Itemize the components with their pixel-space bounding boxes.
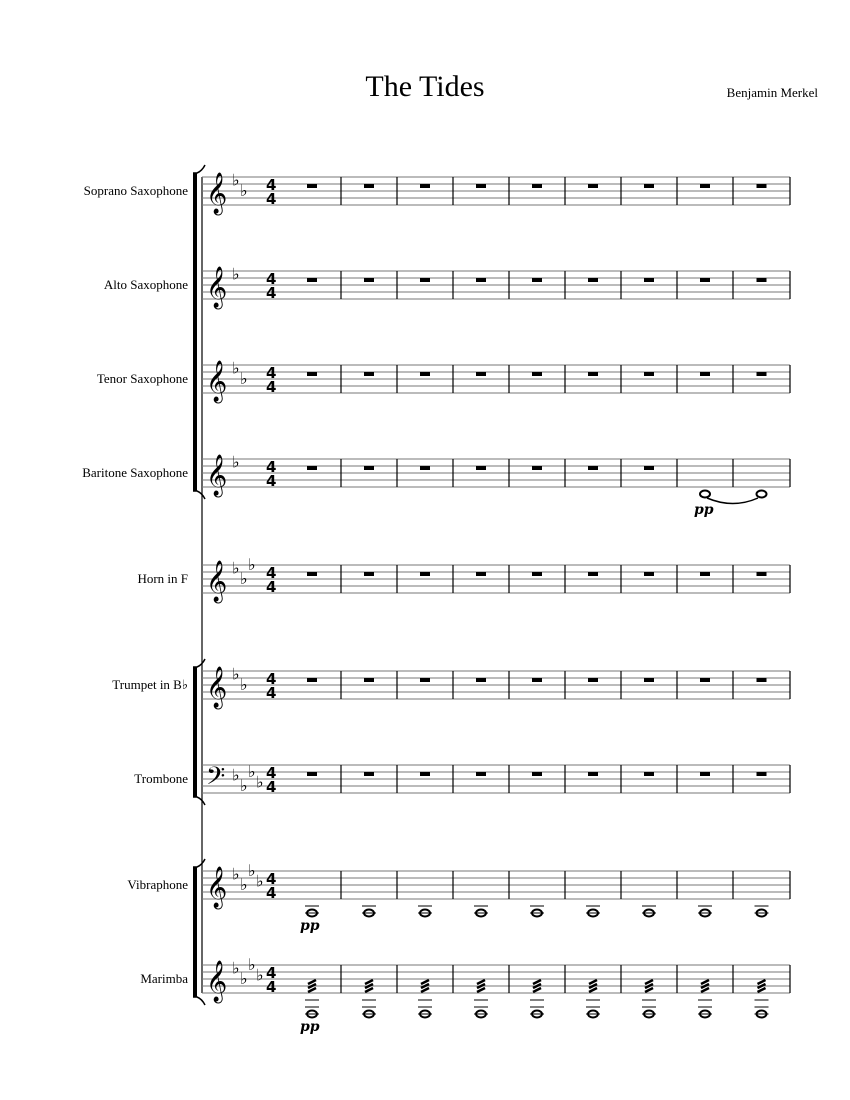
whole-rest-icon — [588, 678, 598, 682]
time-sig-numerator: 4 — [266, 764, 277, 782]
dynamic-pp: pp — [300, 918, 320, 934]
whole-rest-icon — [307, 466, 317, 470]
whole-rest-icon — [757, 278, 767, 282]
whole-rest-icon — [307, 678, 317, 682]
whole-rest-icon — [532, 772, 542, 776]
whole-rest-icon — [364, 372, 374, 376]
flat-icon: ♭ — [256, 772, 264, 792]
whole-rest-icon — [757, 372, 767, 376]
whole-rest-icon — [364, 466, 374, 470]
composer-name: Benjamin Merkel — [726, 85, 818, 100]
whole-rest-icon — [532, 372, 542, 376]
time-sig-numerator: 4 — [266, 670, 277, 688]
whole-rest-icon — [307, 572, 317, 576]
instrument-label-vibraphone: Vibraphone — [127, 877, 188, 892]
whole-note — [757, 491, 767, 498]
whole-rest-icon — [644, 372, 654, 376]
treble-clef-icon: 𝄞 — [206, 361, 228, 402]
whole-rest-icon — [476, 678, 486, 682]
time-sig-denominator: 4 — [266, 190, 277, 208]
whole-rest-icon — [420, 278, 430, 282]
whole-rest-icon — [532, 184, 542, 188]
whole-rest-icon — [420, 678, 430, 682]
whole-rest-icon — [364, 678, 374, 682]
whole-rest-icon — [644, 678, 654, 682]
flat-icon: ♭ — [240, 969, 248, 988]
treble-clef-icon: 𝄞 — [206, 667, 228, 708]
time-sig-denominator: 4 — [266, 284, 277, 302]
flat-icon: ♭ — [256, 965, 264, 985]
flat-icon: ♭ — [248, 555, 256, 574]
flat-icon: ♭ — [240, 369, 248, 388]
instrument-label-baritone-sax: Baritone Saxophone — [82, 465, 188, 480]
saxophone-bracket-top — [193, 165, 205, 173]
time-sig-denominator: 4 — [266, 778, 277, 796]
flat-icon: ♭ — [248, 955, 256, 974]
whole-rest-icon — [757, 772, 767, 776]
flat-icon: ♭ — [232, 765, 240, 785]
flat-icon: ♭ — [232, 264, 240, 284]
whole-rest-icon — [420, 772, 430, 776]
treble-clef-icon: 𝄞 — [206, 267, 228, 308]
time-sig-numerator: 4 — [266, 870, 277, 888]
whole-rest-icon — [420, 184, 430, 188]
percussion-bracket — [193, 867, 197, 997]
whole-rest-icon — [532, 466, 542, 470]
flat-icon: ♭ — [232, 452, 240, 472]
saxophone-bracket-bottom — [193, 491, 205, 499]
whole-rest-icon — [588, 572, 598, 576]
whole-rest-icon — [364, 572, 374, 576]
whole-rest-icon — [476, 278, 486, 282]
whole-rest-icon — [532, 278, 542, 282]
treble-clef-icon: 𝄞 — [206, 867, 228, 908]
flat-icon: ♭ — [240, 875, 248, 894]
whole-rest-icon — [588, 466, 598, 470]
time-sig-numerator: 4 — [266, 564, 277, 582]
whole-rest-icon — [757, 678, 767, 682]
whole-rest-icon — [307, 184, 317, 188]
whole-rest-icon — [307, 278, 317, 282]
whole-rest-icon — [644, 466, 654, 470]
whole-rest-icon — [700, 372, 710, 376]
whole-rest-icon — [476, 466, 486, 470]
whole-rest-icon — [420, 372, 430, 376]
whole-rest-icon — [644, 572, 654, 576]
dynamic-pp: pp — [694, 502, 714, 518]
whole-rest-icon — [364, 278, 374, 282]
whole-rest-icon — [307, 772, 317, 776]
whole-note — [700, 491, 710, 498]
whole-rest-icon — [644, 184, 654, 188]
instrument-label-marimba: Marimba — [140, 971, 188, 986]
flat-icon: ♭ — [240, 569, 248, 588]
time-sig-denominator: 4 — [266, 378, 277, 396]
whole-rest-icon — [532, 678, 542, 682]
flat-icon: ♭ — [232, 664, 240, 684]
flat-icon: ♭ — [232, 170, 240, 190]
brass-bracket — [193, 667, 197, 797]
bass-clef-icon: 𝄢 — [206, 762, 226, 797]
percussion-bracket-top — [193, 859, 205, 867]
whole-rest-icon — [588, 184, 598, 188]
flat-icon: ♭ — [232, 958, 240, 978]
time-sig-denominator: 4 — [266, 472, 277, 490]
instrument-label-horn: Horn in F — [137, 571, 188, 586]
whole-rest-icon — [757, 184, 767, 188]
whole-rest-icon — [420, 466, 430, 470]
whole-rest-icon — [700, 184, 710, 188]
instrument-label-tenor-sax: Tenor Saxophone — [96, 371, 188, 386]
whole-rest-icon — [644, 772, 654, 776]
score-title: The Tides — [365, 70, 485, 103]
whole-rest-icon — [700, 572, 710, 576]
whole-rest-icon — [588, 278, 598, 282]
flat-icon: ♭ — [248, 861, 256, 880]
treble-clef-icon: 𝄞 — [206, 455, 228, 496]
tie — [707, 498, 758, 504]
whole-rest-icon — [588, 772, 598, 776]
whole-rest-icon — [700, 278, 710, 282]
whole-rest-icon — [476, 772, 486, 776]
instrument-label-trombone: Trombone — [134, 771, 188, 786]
instrument-label-soprano-sax: Soprano Saxophone — [83, 183, 188, 198]
time-sig-numerator: 4 — [266, 964, 277, 982]
treble-clef-icon: 𝄞 — [206, 561, 228, 602]
instrument-label-alto-sax: Alto Saxophone — [103, 277, 188, 292]
time-sig-numerator: 4 — [266, 176, 277, 194]
whole-rest-icon — [700, 772, 710, 776]
whole-rest-icon — [532, 572, 542, 576]
flat-icon: ♭ — [240, 776, 248, 795]
time-sig-denominator: 4 — [266, 578, 277, 596]
flat-icon: ♭ — [232, 558, 240, 578]
flat-icon: ♭ — [256, 871, 264, 891]
flat-icon: ♭ — [232, 358, 240, 378]
brass-bracket-bottom — [193, 797, 205, 805]
time-sig-denominator: 4 — [266, 884, 277, 902]
whole-rest-icon — [420, 572, 430, 576]
time-sig-denominator: 4 — [266, 684, 277, 702]
whole-rest-icon — [476, 372, 486, 376]
instrument-label-trumpet: Trumpet in B♭ — [112, 677, 188, 692]
whole-rest-icon — [307, 372, 317, 376]
whole-rest-icon — [364, 772, 374, 776]
whole-rest-icon — [364, 184, 374, 188]
time-sig-numerator: 4 — [266, 364, 277, 382]
flat-icon: ♭ — [240, 181, 248, 200]
whole-rest-icon — [644, 278, 654, 282]
time-sig-numerator: 4 — [266, 458, 277, 476]
whole-rest-icon — [476, 572, 486, 576]
flat-icon: ♭ — [232, 864, 240, 884]
dynamic-pp: pp — [300, 1019, 320, 1035]
flat-icon: ♭ — [248, 762, 256, 781]
saxophone-bracket — [193, 173, 197, 491]
brass-bracket-top — [193, 659, 205, 667]
whole-rest-icon — [588, 372, 598, 376]
treble-clef-icon: 𝄞 — [206, 961, 228, 1002]
whole-rest-icon — [700, 678, 710, 682]
whole-rest-icon — [757, 572, 767, 576]
time-sig-denominator: 4 — [266, 978, 277, 996]
treble-clef-icon: 𝄞 — [206, 173, 228, 214]
time-sig-numerator: 4 — [266, 270, 277, 288]
flat-icon: ♭ — [240, 675, 248, 694]
percussion-bracket-bottom — [193, 997, 205, 1005]
whole-rest-icon — [476, 184, 486, 188]
